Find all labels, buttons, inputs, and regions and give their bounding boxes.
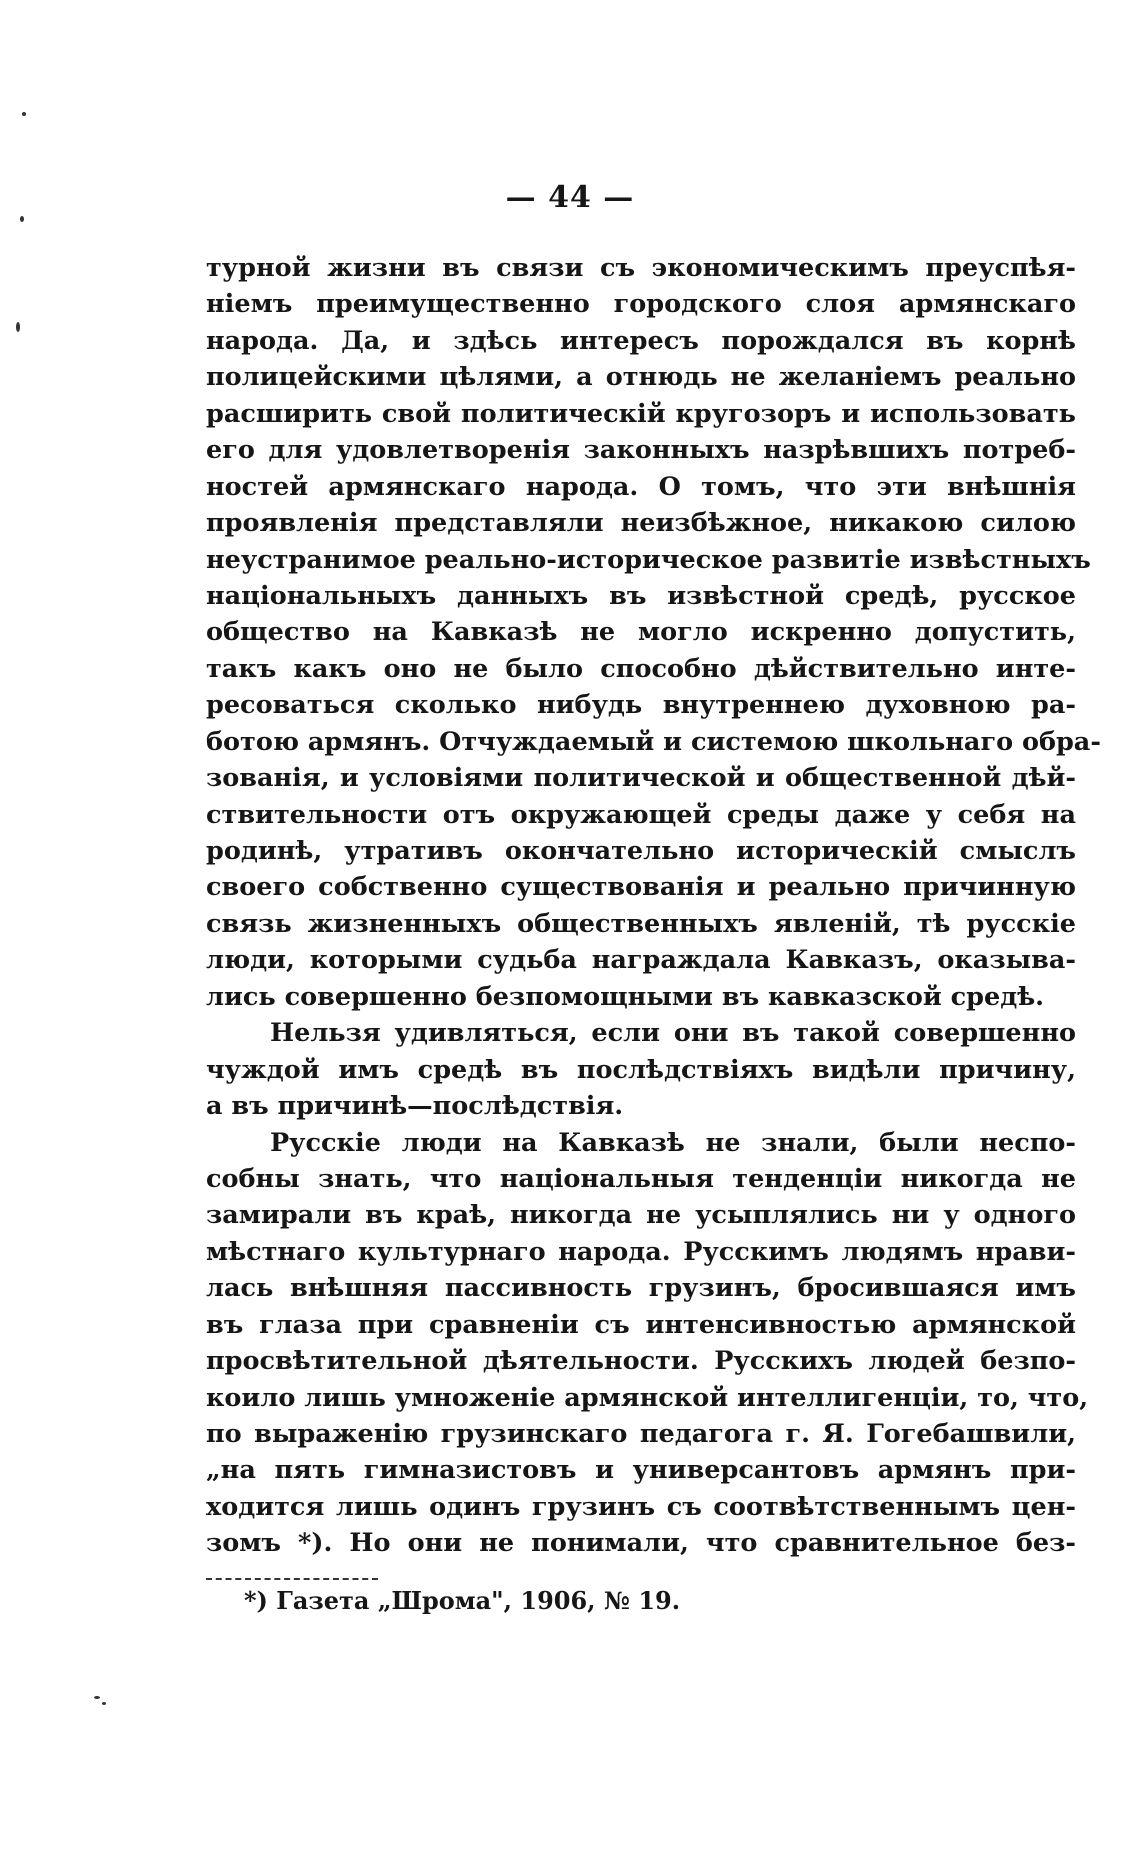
text-line: собны знать, что національныя тенденціи никогда не bbox=[206, 1163, 1076, 1194]
text-line: родинѣ, утративъ окончательно историческій смыслъ bbox=[206, 836, 1076, 866]
text-line: проявленія представляли неизбѣжное, никакою силою bbox=[206, 508, 1076, 539]
scan-speck bbox=[16, 322, 20, 332]
text-line: ходится лишь одинъ грузинъ съ соотвѣтственнымъ цен- bbox=[206, 1491, 1076, 1522]
text-line: а въ причинѣ—послѣдствія. bbox=[206, 1091, 624, 1122]
text-line: Русскіе люди на Кавказѣ не знали, были неспо- bbox=[270, 1127, 1076, 1158]
text-line: въ глаза при сравненіи съ интенсивностью армянской bbox=[206, 1309, 1076, 1340]
text-line: народа. Да, и здѣсь интересъ порождался въ корнѣ bbox=[206, 325, 1076, 356]
text-line: коило лишь умноженіе армянской интеллигенціи, то, что, bbox=[206, 1382, 1089, 1413]
scan-speck bbox=[94, 1696, 100, 1699]
scan-speck bbox=[20, 216, 24, 222]
text-line: турной жизни въ связи съ экономическимъ преуспѣя- bbox=[206, 253, 1076, 283]
page-number: — 44 — bbox=[505, 180, 635, 215]
footnote: *) Газета „Шрома", 1906, № 19. bbox=[244, 1586, 681, 1615]
text-line: его для удовлетворенія законныхъ назрѣвшихъ потреб- bbox=[206, 435, 1076, 466]
text-line: ностей армянскаго народа. О томъ, что эти внѣшнія bbox=[206, 471, 1076, 502]
text-line: лась внѣшняя пассивность грузинъ, бросившаяся имъ bbox=[206, 1273, 1076, 1304]
text-line: ботою армянъ. Отчуждаемый и системою школьнаго обра- bbox=[206, 726, 1101, 757]
text-line: ресоваться сколько нибудь внутреннею духовною ра- bbox=[206, 690, 1076, 721]
text-line: Нельзя удивляться, если они въ такой совершенно bbox=[270, 1018, 1076, 1049]
text-line: просвѣтительной дѣятельности. Русскихъ людей безпо- bbox=[206, 1346, 1076, 1377]
text-line: мѣстнаго культурнаго народа. Русскимъ людямъ нрави- bbox=[206, 1236, 1076, 1267]
text-line: ствительности отъ окружающей среды даже у себя на bbox=[206, 799, 1076, 830]
text-line: по выраженію грузинскаго педагога г. Я. Гогебашвили, bbox=[206, 1419, 1076, 1449]
footnote-divider bbox=[206, 1578, 378, 1580]
scan-speck bbox=[102, 1702, 106, 1705]
text-line: такъ какъ оно не было способно дѣйствительно инте- bbox=[206, 653, 1076, 684]
text-line: неустранимое реально-историческое развитіе извѣстныхъ bbox=[206, 544, 1091, 575]
text-line: связь жизненныхъ общественныхъ явленій, тѣ русскіе bbox=[206, 908, 1076, 939]
text-line: ніемъ преимущественно городского слоя армянскаго bbox=[206, 289, 1076, 320]
text-line: „на пять гимназистовъ и универсантовъ армянъ при- bbox=[206, 1455, 1076, 1486]
text-line: своего собственно существованія и реально причинную bbox=[206, 872, 1076, 903]
text-line: расширить свой политическій кругозоръ и использовать bbox=[206, 398, 1076, 429]
text-line: зомъ *). Но они не понимали, что сравнительное без- bbox=[206, 1528, 1076, 1559]
text-line: національныхъ данныхъ въ извѣстной средѣ, русское bbox=[206, 580, 1076, 611]
text-line: лись совершенно безпомощными въ кавказской средѣ. bbox=[206, 981, 1045, 1012]
text-line: замирали въ краѣ, никогда не усыплялись ни у одного bbox=[206, 1200, 1076, 1231]
scan-speck bbox=[22, 112, 26, 116]
text-line: зованія, и условіями политической и общественной дѣй- bbox=[206, 763, 1076, 794]
text-line: полицейскими цѣлями, а отнюдь не желаніемъ реально bbox=[206, 362, 1076, 393]
text-line: чуждой имъ средѣ въ послѣдствіяхъ видѣли причину, bbox=[206, 1054, 1076, 1085]
text-line: люди, которыми судьба награждала Кавказъ, оказыва- bbox=[206, 945, 1076, 976]
body-text bbox=[206, 250, 1101, 1562]
text-line: общество на Кавказѣ не могло искренно допустить, bbox=[206, 617, 1076, 648]
